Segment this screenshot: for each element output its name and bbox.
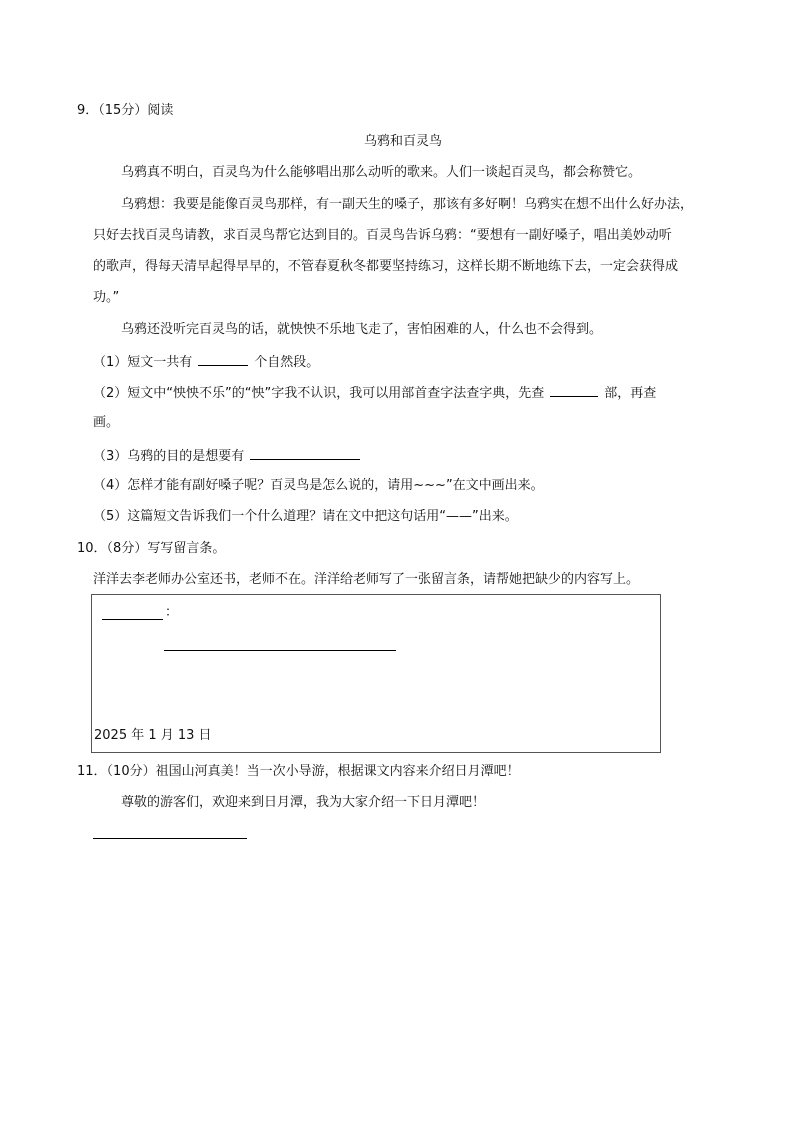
passage-paragraph-2-line-4: 功。” <box>93 290 120 305</box>
note-date: 2025 年 1 月 13 日 <box>94 728 212 743</box>
answer-blank-addressee[interactable] <box>102 619 163 620</box>
passage-paragraph-2-line-3: 的歌声，得每天清早起得早早的，不管春夏秋冬都要坚持练习，这样长期不断地练下去，一定会获得成 <box>93 259 679 274</box>
passage-paragraph-2-line-1: 乌鸦想：我要是能像百灵鸟那样，有一副天生的嗓子，那该有多好啊！乌鸦实在想不出什么好办法， <box>121 197 694 212</box>
passage-paragraph-2-line-2: 只好去找百灵鸟请教，求百灵鸟帮它达到目的。百灵鸟告诉乌鸦：“要想有一副好嗓子，唱出美妙动听 <box>93 228 672 243</box>
q10-instruction: 洋洋去李老师办公室还书，老师不在。洋洋给老师写了一张留言条，请帮她把缺少的内容写上。 <box>93 572 640 587</box>
subquestion-5: （5）这篇短文告诉我们一个什么道理？请在文中把这句话用“——”出来。 <box>93 509 518 524</box>
q10-header: 10．（8分）写写留言条。 <box>77 541 226 556</box>
passage-paragraph-3: 乌鸦还没听完百灵鸟的话，就怏怏不乐地飞走了，害怕困难的人，什么也不会得到。 <box>121 322 603 337</box>
note-box <box>91 594 661 753</box>
subquestion-2-suffix: 部，再查 <box>604 386 657 401</box>
subquestion-2-prefix: （2）短文中“怏怏不乐”的“怏”字我不认识，我可以用部首查字法查字典，先查 <box>93 386 545 401</box>
subquestion-2 <box>93 384 656 402</box>
subquestion-2-continuation: 画。 <box>93 415 120 430</box>
answer-blank-radical[interactable] <box>550 384 598 397</box>
note-colon: ： <box>165 605 179 620</box>
passage-paragraph-1: 乌鸦真不明白，百灵鸟为什么能够唱出那么动听的歌来。人们一谈起百灵鸟，都会称赞它。 <box>121 165 642 180</box>
subquestion-1 <box>93 353 319 371</box>
subquestion-3-prefix: （3）乌鸦的目的是想要有 <box>93 449 245 464</box>
subquestion-3 <box>93 447 366 465</box>
subquestion-4: （4）怎样才能有副好嗓子呢？百灵鸟是怎么说的，请用~~~”在文中画出来。 <box>93 478 544 493</box>
answer-blank-paragraph-count[interactable] <box>198 353 248 366</box>
q11-intro: 尊敬的游客们，欢迎来到日月潭，我为大家介绍一下日月潭吧！ <box>121 795 486 810</box>
q11-header: 11．（10分）祖国山河真美！当一次小导游，根据课文内容来介绍日月潭吧！ <box>77 764 520 779</box>
subquestion-1-prefix: （1）短文一共有 <box>93 355 193 370</box>
answer-blank-goal[interactable] <box>250 447 360 460</box>
subquestion-1-suffix: 个自然段。 <box>254 355 320 370</box>
answer-blank-tour-guide[interactable] <box>93 838 247 839</box>
answer-blank-note-body[interactable] <box>164 650 396 651</box>
q9-header: 9．（15分）阅读 <box>77 103 174 118</box>
passage-title: 乌鸦和百灵鸟 <box>364 134 443 149</box>
